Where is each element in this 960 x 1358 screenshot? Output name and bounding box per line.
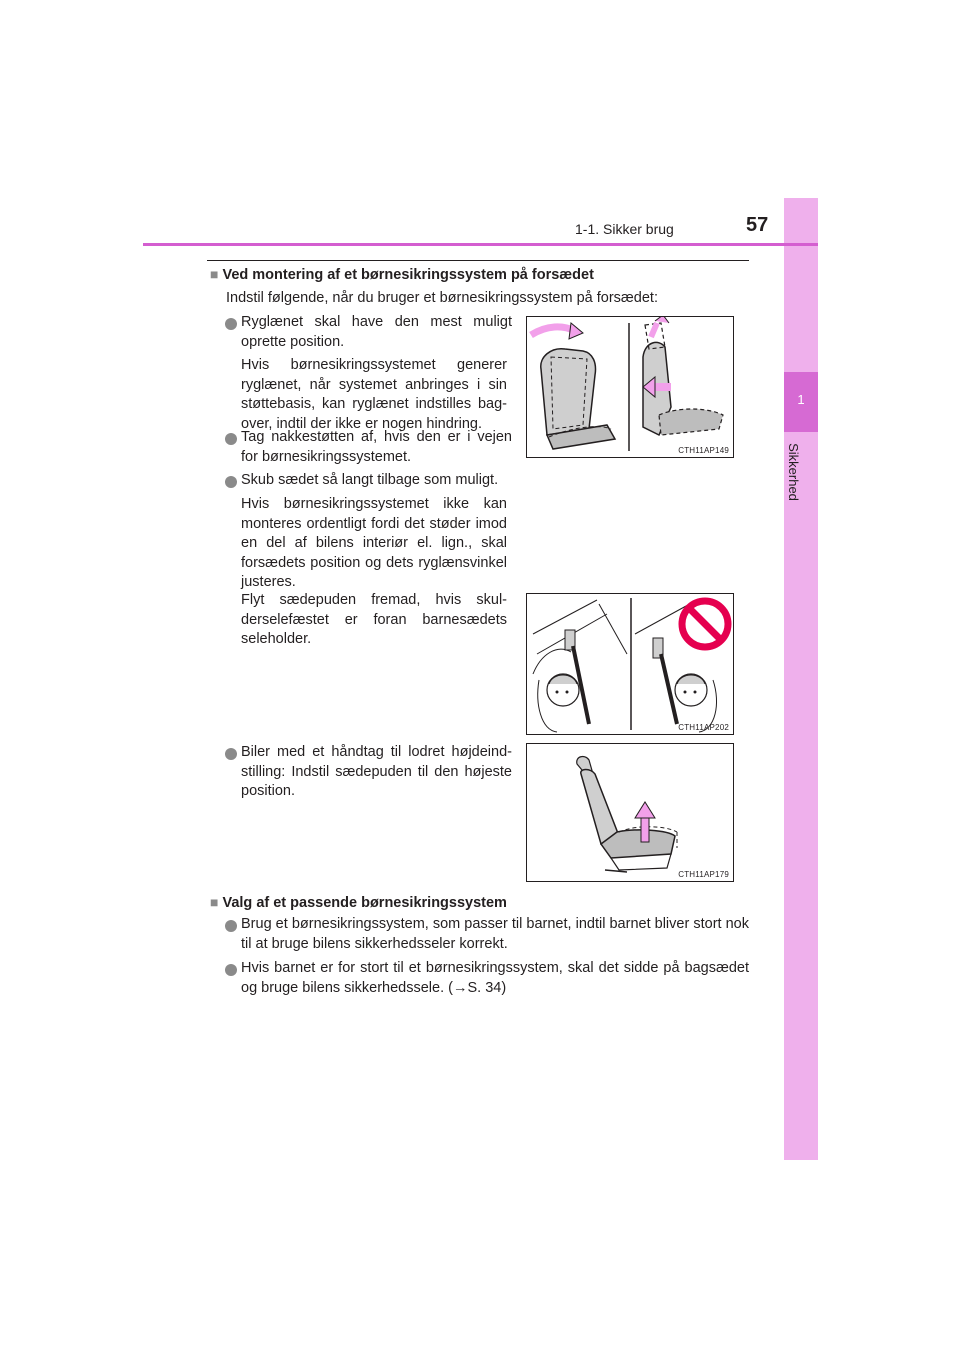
bullet-icon xyxy=(225,433,237,445)
note-seat-adjust: Hvis børnesikringssystemet ikke kan monteres ordentligt fordi det støder imod en del af bilens interiør el. lign., skal forsædets position og dets ryglænsvinkel justeres. xyxy=(241,496,507,590)
figure-seatback-headrest xyxy=(526,316,734,458)
bullet-icon xyxy=(225,318,237,330)
bullet-seat-back: Skub sædet så langt tilbage som muligt. xyxy=(241,472,499,488)
figure-seatbelt-anchor xyxy=(526,593,734,735)
note-seatback-recline: Hvis børnesikringssystemet generer ryglænet, når systemet anbringes i sin støttebasis, kan ryglænet indstilles bag-over, indtil der ikke er nogen hindring. xyxy=(241,357,507,432)
note-cushion-forward: Flyt sædepuden fremad, hvis skul-derselefæstet er foran barnesædets seleholder. xyxy=(241,592,507,647)
square-bullet-icon: ■ xyxy=(210,266,219,282)
page-number: 57 xyxy=(746,214,769,236)
figure-height-adjust xyxy=(526,743,734,882)
bullet-seatback-upright: Ryglænet skal have den mest muligt oprette position. xyxy=(241,314,512,350)
header-rule xyxy=(143,243,818,246)
bullet-icon xyxy=(225,476,237,488)
chapter-title: Sikkerhed xyxy=(786,443,801,501)
section-title: 1-1. Sikker brug xyxy=(575,221,674,237)
bullet-suitable-system: Brug et børnesikringssystem, som passer til barnet, indtil barnet bliver stort nok til at bruge bilens sikkerhedsseler korrekt. xyxy=(241,916,749,952)
figure-code: CTH11AP179 xyxy=(678,870,729,879)
bullet-height-adjust: Biler med et håndtag til lodret højdeind-stilling: Indstil sædepuden til den højeste position. xyxy=(241,744,512,799)
bullet-icon xyxy=(225,748,237,760)
chapter-number: 1 xyxy=(797,392,805,407)
child-seat-belt-illustration-icon xyxy=(527,594,733,734)
seat-illustration-icon xyxy=(527,317,733,457)
content-rule xyxy=(207,260,749,261)
seat-height-illustration-icon xyxy=(527,744,733,881)
section2-heading: ■ Valg af et passende børnesikringssystem xyxy=(210,894,507,911)
chapter-side-tab xyxy=(784,198,818,1160)
figure-code: CTH11AP149 xyxy=(678,446,729,455)
section1-intro: Indstil følgende, når du bruger et børnesikringssystem på forsædet: xyxy=(226,290,658,306)
bullet-child-too-big: Hvis barnet er for stort til et børnesikringssystem, skal det sidde på bagsædet og bruge bilens sikkerhedssele. (→S. 34) xyxy=(241,960,749,996)
bullet-icon xyxy=(225,920,237,932)
bullet-icon xyxy=(225,964,237,976)
bullet-remove-headrest: Tag nakkestøtten af, hvis den er i vejen for børnesikringssystemet. xyxy=(241,429,512,465)
square-bullet-icon: ■ xyxy=(210,894,219,910)
section1-heading: ■ Ved montering af et børnesikringssystem på forsædet xyxy=(210,266,594,283)
figure-code: CTH11AP202 xyxy=(678,723,729,732)
